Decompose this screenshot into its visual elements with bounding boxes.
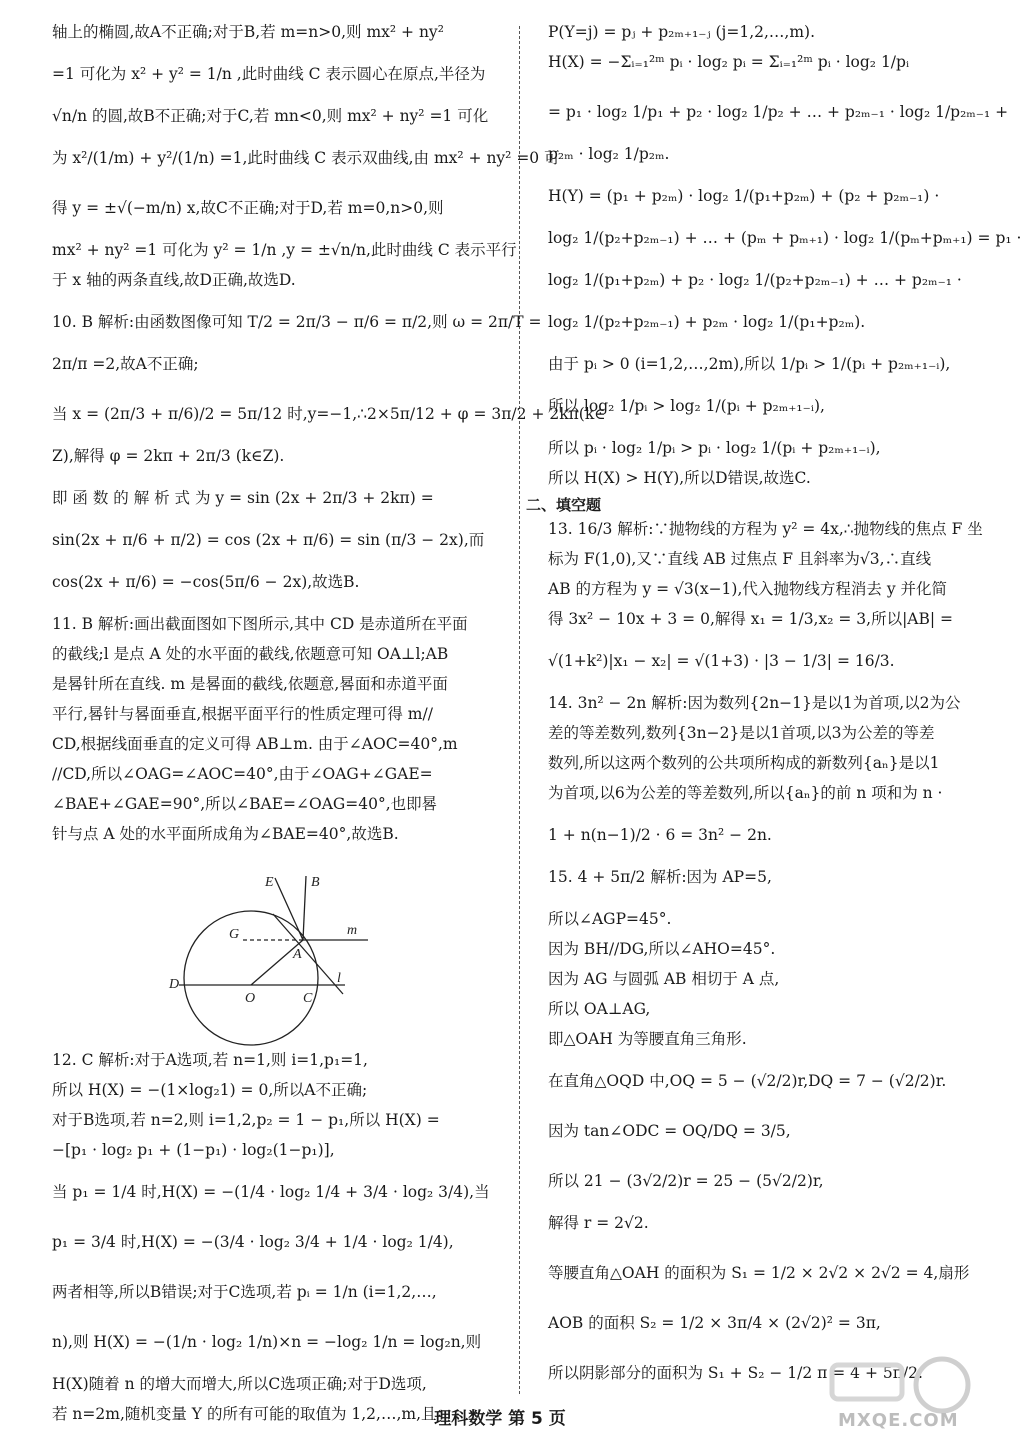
text-line: H(X)随着 n 的增大而增大,所以C选项正确;对于D选项, xyxy=(52,1375,427,1393)
text-line: 为首项,以6为公差的等差数列,所以{aₙ}的前 n 项和为 n · xyxy=(548,784,943,802)
text-line: 是晷针所在直线. m 是晷面的截线,依题意,晷面和赤道平面 xyxy=(52,675,448,693)
section-heading-fill-blanks: 二、填空题 xyxy=(526,496,602,514)
text-line: cos(2x + π/6) = −cos(5π/6 − 2x),故选B. xyxy=(52,573,360,591)
text-line: p₁ = 3/4 时,H(X) = −(3/4 · log₂ 3/4 + 1/4 · log₂ 1/4), xyxy=(52,1233,454,1251)
label-m: m xyxy=(347,923,358,938)
figure-circle xyxy=(184,911,318,1045)
line-ae xyxy=(275,878,303,940)
text-line: 对于B选项,若 n=2,则 i=1,2,p₂ = 1 − p₁,所以 H(X) = xyxy=(52,1111,440,1129)
text-line: √n/n 的圆,故B不正确;对于C,若 mn<0,则 mx² + ny² =1 可化 xyxy=(52,107,489,125)
text-line: 所以∠AGP=45°. xyxy=(548,910,672,928)
text-line: = p₁ · log₂ 1/p₁ + p₂ · log₂ 1/p₂ + … + p₂ₘ₋₁ · log₂ 1/p₂ₘ₋₁ + xyxy=(548,103,1009,121)
text-line: 等腰直角△OAH 的面积为 S₁ = 1/2 × 2√2 × 2√2 = 4,扇形 xyxy=(548,1264,970,1282)
text-line: log₂ 1/(p₂+p₂ₘ₋₁) + … + (pₘ + pₘ₊₁) · log₂ 1/(pₘ+pₘ₊₁) = p₁ · xyxy=(548,229,1021,247)
text-line: 在直角△OQD 中,OQ = 5 − (√2/2)r,DQ = 7 − (√2/2)r. xyxy=(548,1072,947,1090)
text-line: 的截线;l 是点 A 处的水平面的截线,依题意可知 OA⊥l;AB xyxy=(52,645,449,663)
label-e: E xyxy=(265,875,274,890)
text-line: H(X) = −Σᵢ₌₁²ᵐ pᵢ · log₂ pᵢ = Σᵢ₌₁²ᵐ pᵢ · log₂ 1/pᵢ xyxy=(548,53,910,71)
text-line: 轴上的椭圆,故A不正确;对于B,若 m=n>0,则 mx² + ny² xyxy=(52,23,444,41)
text-line: ∠BAE+∠GAE=90°,所以∠BAE=∠OAG=40°,也即晷 xyxy=(52,795,438,813)
text-line: 所以 log₂ 1/pᵢ > log₂ 1/(pᵢ + p₂ₘ₊₁₋ᵢ), xyxy=(548,397,825,415)
text-line: 所以 OA⊥AG, xyxy=(548,1000,651,1018)
cross-section-figure xyxy=(165,872,395,1048)
text-line: 因为 AG 与圆弧 AB 相切于 A 点, xyxy=(548,970,780,988)
label-o: O xyxy=(245,991,256,1006)
text-line: sin(2x + π/6 + π/2) = cos (2x + π/6) = sin (π/3 − 2x),而 xyxy=(52,531,485,549)
text-line: 平行,晷针与晷面垂直,根据平面平行的性质定理可得 m// xyxy=(52,705,433,723)
text-line: =1 可化为 x² + y² = 1/n ,此时曲线 C 表示圆心在原点,半径为 xyxy=(52,65,486,83)
question-14: 14. 3n² − 2n 解析:因为数列{2n−1}是以1为首项,以2为公 xyxy=(548,694,961,712)
right-column xyxy=(526,22,1021,1383)
question-15: 15. 4 + 5π/2 解析:因为 AP=5, xyxy=(548,868,772,886)
text-line: √(1+k²)|x₁ − x₂| = √(1+3) · |3 − 1/3| = 16/3. xyxy=(548,652,895,670)
label-b: B xyxy=(311,875,320,890)
text-line: 针与点 A 处的水平面所成角为∠BAE=40°,故选B. xyxy=(52,825,399,843)
label-l: l xyxy=(337,971,341,986)
label-c: C xyxy=(303,991,313,1006)
label-a: A xyxy=(293,947,302,962)
text-line: 因为 BH//DG,所以∠AHO=45°. xyxy=(548,940,776,958)
text-line: 差的等差数列,数列{3n−2}是以1首项,以3为公差的等差 xyxy=(548,724,935,742)
text-line: 标为 F(1,0),又∵直线 AB 过焦点 F 且斜率为√3,∴直线 xyxy=(548,550,932,568)
text-line: Z),解得 φ = 2kπ + 2π/3 (k∈Z). xyxy=(52,447,285,465)
text-line: 因为 tan∠ODC = OQ/DQ = 3/5, xyxy=(548,1122,791,1140)
text-line: 数列,所以这两个数列的公共项所构成的新数列{aₙ}是以1 xyxy=(548,754,940,772)
watermark-text: MXQE.COM xyxy=(838,1410,959,1431)
text-line: CD,根据线面垂直的定义可得 AB⊥m. 由于∠AOC=40°,m xyxy=(52,735,458,753)
line-l xyxy=(273,914,343,994)
text-line: 得 3x² − 10x + 3 = 0,解得 x₁ = 1/3,x₂ = 3,所以|AB| = xyxy=(548,610,954,628)
page-footer: 理科数学 第 5 页 xyxy=(434,1409,566,1429)
text-line: 2π/π =2,故A不正确; xyxy=(52,355,199,373)
text-line: 所以 21 − (3√2/2)r = 25 − (5√2/2)r, xyxy=(548,1172,824,1190)
line-ab xyxy=(303,876,306,940)
text-line: log₂ 1/(p₂+p₂ₘ₋₁) + p₂ₘ · log₂ 1/(p₁+p₂ₘ). xyxy=(548,313,866,331)
text-line: 所以 H(X) = −(1×log₂1) = 0,所以A不正确; xyxy=(52,1081,368,1099)
text-line: n),则 H(X) = −(1/n · log₂ 1/n)×n = −log₂ 1/n = log₂n,则 xyxy=(52,1333,482,1351)
text-line: H(Y) = (p₁ + p₂ₘ) · log₂ 1/(p₁+p₂ₘ) + (p₂ + p₂ₘ₋₁) · xyxy=(548,187,940,205)
text-line: p₂ₘ · log₂ 1/p₂ₘ. xyxy=(548,145,670,163)
text-line: 所以 H(X) > H(Y),所以D错误,故选C. xyxy=(548,469,811,487)
text-line: 所以阴影部分的面积为 S₁ + S₂ − 1/2 π = 4 + 5π/2. xyxy=(548,1364,923,1382)
text-line: mx² + ny² =1 可化为 y² = 1/n ,y = ±√n/n,此时曲线 C 表示平行 xyxy=(52,241,517,259)
question-10: 10. B 解析:由函数图像可知 T/2 = 2π/3 − π/6 = π/2,则 ω = 2π/T = xyxy=(52,313,542,331)
text-line: P(Y=j) = pⱼ + p₂ₘ₊₁₋ⱼ (j=1,2,…,m). xyxy=(548,23,816,41)
question-12: 12. C 解析:对于A选项,若 n=1,则 i=1,p₁=1, xyxy=(52,1051,368,1069)
text-line: //CD,所以∠OAG=∠AOC=40°,由于∠OAG+∠GAE= xyxy=(52,765,433,783)
text-line: log₂ 1/(p₁+p₂ₘ) + p₂ · log₂ 1/(p₂+p₂ₘ₋₁) + … + p₂ₘ₋₁ · xyxy=(548,271,962,289)
column-divider xyxy=(519,26,520,1394)
text-line: −[p₁ · log₂ p₁ + (1−p₁) · log₂(1−p₁)], xyxy=(52,1141,335,1159)
text-line: 即 函 数 的 解 析 式 为 y = sin (2x + 2π/3 + 2kπ) = xyxy=(52,489,434,507)
text-line: AOB 的面积 S₂ = 1/2 × 3π/4 × (2√2)² = 3π, xyxy=(548,1314,881,1332)
label-d: D xyxy=(169,977,180,992)
text-line: 由于 pᵢ > 0 (i=1,2,…,2m),所以 1/pᵢ > 1/(pᵢ + p₂ₘ₊₁₋ᵢ), xyxy=(548,355,951,373)
text-line: 得 y = ±√(−m/n) x,故C不正确;对于D,若 m=0,n>0,则 xyxy=(52,199,444,217)
text-line: 当 x = (2π/3 + π/6)/2 = 5π/12 时,y=−1,∴2×5π/12 + φ = 3π/2 + 2kπ(k∈ xyxy=(52,405,606,423)
text-line: 即△OAH 为等腰直角三角形. xyxy=(548,1030,747,1048)
text-line: 若 n=2m,随机变量 Y 的所有可能的取值为 1,2,…,m,且 xyxy=(52,1405,437,1423)
text-line: 解得 r = 2√2. xyxy=(548,1214,649,1232)
question-13: 13. 16/3 解析:∵抛物线的方程为 y² = 4x,∴抛物线的焦点 F 坐 xyxy=(548,520,983,538)
text-line: 于 x 轴的两条直线,故D正确,故选D. xyxy=(52,271,296,289)
text-line: 所以 pᵢ · log₂ 1/pᵢ > pᵢ · log₂ 1/(pᵢ + p₂ₘ₊₁₋ᵢ), xyxy=(548,439,881,457)
text-line: AB 的方程为 y = √3(x−1),代入抛物线方程消去 y 并化简 xyxy=(548,580,947,598)
label-g: G xyxy=(229,927,240,942)
text-line: 1 + n(n−1)/2 · 6 = 3n² − 2n. xyxy=(548,826,772,844)
text-line: 当 p₁ = 1/4 时,H(X) = −(1/4 · log₂ 1/4 + 3/4 · log₂ 3/4),当 xyxy=(52,1183,490,1201)
question-11: 11. B 解析:画出截面图如下图所示,其中 CD 是赤道所在平面 xyxy=(52,615,468,633)
text-line: 两者相等,所以B错误;对于C选项,若 pᵢ = 1/n (i=1,2,…, xyxy=(52,1283,437,1301)
text-line: 为 x²/(1/m) + y²/(1/n) =1,此时曲线 C 表示双曲线,由 mx² + ny² =0 可 xyxy=(52,149,560,167)
